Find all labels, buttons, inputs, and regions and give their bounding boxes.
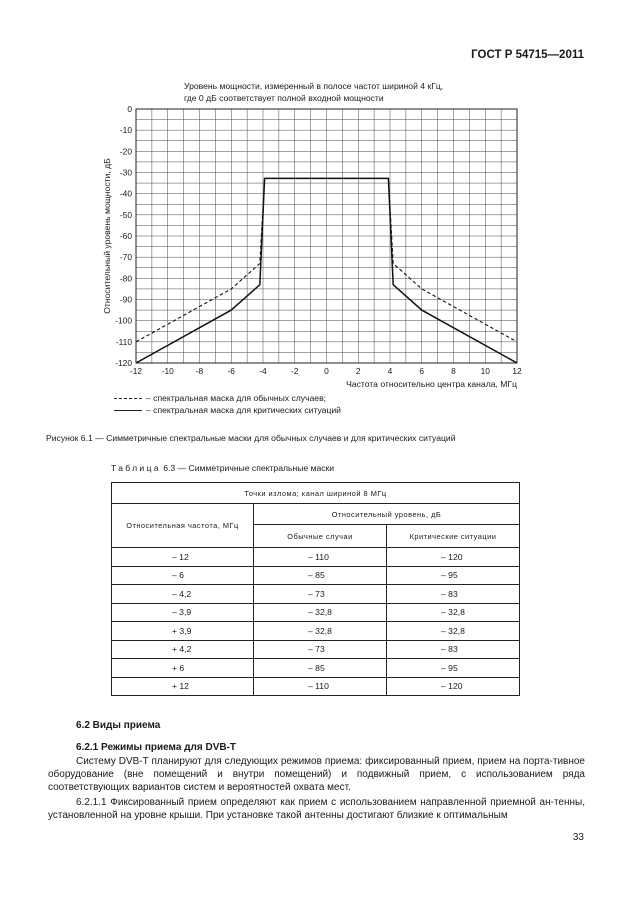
cell-normal-text: – 73 [308,644,325,655]
section-title-6-2-1: 6.2.1 Режимы приема для DVB-T [76,742,237,753]
x-axis-label: Частота относительно центра канала, МГц [346,379,517,389]
legend-solid-label: – спектральная маска для критических ситуаций [146,405,341,415]
y-tick-label: -120 [115,358,132,368]
header-critical: Критические ситуации [387,525,520,548]
y-tick-label: -10 [119,125,132,136]
cell-normal-text: – 110 [308,681,329,692]
x-tick-label: 4 [387,366,393,376]
standard-header: ГОСТ Р 54715—2011 [471,49,584,61]
cell-normal [254,622,387,641]
y-tick-label: -100 [115,315,132,326]
cell-frequency [112,585,254,604]
cell-normal-text: – 32,8 [308,607,332,618]
cell-critical [387,566,520,585]
cell-frequency [112,659,254,678]
paragraph-1 [48,755,585,794]
x-tick-label: -4 [259,366,267,376]
x-tick-label: -10 [161,366,174,376]
cell-normal [254,640,387,659]
legend-solid-swatch [114,410,142,411]
cell-normal [254,566,387,585]
cell-frequency-text: + 6 [172,662,185,673]
header-frequency: Относительная частота, МГц [112,504,254,548]
cell-frequency-text: – 6 [172,570,184,581]
cell-critical [387,659,520,678]
cell-critical [387,603,520,622]
figure-caption: Рисунок 6.1 — Симметричные спектральные маски для обычных случаев и для критических ситуаций [46,433,456,443]
cell-critical [387,677,520,696]
x-tick-label: 10 [480,366,490,376]
section-title-6-2: 6.2 Виды приема [76,720,161,731]
cell-critical-text: – 32,8 [441,625,465,636]
y-tick-label: 0 [127,104,132,114]
table-group-header: Точки излома; канал шириной 8 МГц [112,483,520,504]
table-caption-prefix: Таблица [111,463,161,473]
cell-critical-text: – 120 [441,551,463,562]
chart-title-line-1: Уровень мощности, измеренный в полосе частот шириной 4 кГц, [184,81,444,91]
table-row [112,548,520,567]
chart-title-line-2: где 0 дБ соответствует полной входной мощности [184,93,384,103]
table-caption [111,463,334,473]
cell-frequency [112,566,254,585]
cell-frequency [112,603,254,622]
cell-critical-text: – 83 [441,644,458,655]
y-tick-label: -70 [119,252,132,263]
table-row [112,622,520,641]
y-tick-label: -60 [119,231,132,241]
cell-frequency-text: – 12 [172,551,189,562]
cell-normal [254,585,387,604]
paragraph-2-text: 6.2.1.1 Фиксированный прием определяют как прием с использованием направленной приемной ан-тенны, установленной на уровне крыши. При установке такой антенны достигают близкие к оптимальным [48,797,585,821]
table-caption-rest: 6.3 — Симметричные спектральные маски [163,463,335,473]
table-row [112,659,520,678]
header-normal: Обычные случаи [254,525,387,548]
x-tick-label: -6 [227,366,235,376]
cell-critical [387,640,520,659]
y-tick-label: -20 [119,146,132,157]
x-tick-label: 0 [324,366,329,376]
cell-frequency [112,677,254,696]
cell-normal-text: – 85 [308,662,325,673]
cell-critical [387,548,520,567]
cell-normal-text: – 85 [308,570,325,581]
spectral-mask-chart [96,100,536,390]
y-axis-label: Относительный уровень мощности, дБ [102,158,112,314]
cell-frequency-text: – 4,2 [172,588,192,599]
table-row [112,640,520,659]
x-tick-label: -12 [129,366,143,376]
cell-frequency-text: + 12 [172,681,189,692]
cell-critical [387,585,520,604]
cell-frequency [112,640,254,659]
cell-frequency-text: + 3,9 [172,625,192,636]
legend-dashed-label: – спектральная маска для обычных случаев; [146,393,327,403]
x-tick-label: -8 [195,366,204,376]
legend-solid [114,405,341,415]
y-tick-label: -40 [119,188,132,199]
paragraph-1-text: Систему DVB-T планируют для следующих режимов приема: фиксированный прием, прием на порта-тивное оборудование (вне помещений и внутри помещений) и подвижный прием, с использованием ряда соответствующих вариантов систем и вероятностей охвата мест. [48,756,585,793]
cell-critical-text: – 32,8 [441,607,465,618]
cell-critical-text: – 120 [441,681,463,692]
cell-frequency-text: + 4,2 [172,644,192,655]
cell-frequency [112,622,254,641]
cell-frequency [112,548,254,567]
x-tick-label: 6 [419,366,425,376]
cell-frequency-text: – 3,9 [172,607,192,618]
legend-dashed-swatch [114,398,142,399]
cell-critical [387,622,520,641]
y-tick-label: -110 [115,336,132,347]
paragraph-2 [48,796,585,822]
header-level: Относительный уровень, дБ [254,504,520,525]
cell-normal [254,548,387,567]
table-row [112,677,520,696]
table-row [112,566,520,585]
cell-normal-text: – 32,8 [308,625,332,636]
y-tick-label: -30 [119,167,132,178]
legend-dashed [114,393,326,403]
cell-critical-text: – 95 [441,662,458,673]
x-tick-label: 12 [512,366,522,376]
cell-normal [254,677,387,696]
table-row [112,585,520,604]
cell-normal-text: – 73 [308,588,325,599]
y-tick-label: -50 [119,209,132,220]
x-tick-label: 2 [355,366,361,376]
x-tick-label: 8 [451,366,456,376]
y-tick-label: -80 [119,273,132,284]
cell-critical-text: – 83 [441,588,458,599]
cell-normal [254,659,387,678]
table-row [112,603,520,622]
page-number: 33 [572,832,584,843]
cell-critical-text: – 95 [441,570,458,581]
cell-normal [254,603,387,622]
x-tick-label: -2 [291,366,299,376]
cell-normal-text: – 110 [308,551,329,562]
spectral-mask-table [111,482,520,696]
y-tick-label: -90 [119,294,132,305]
